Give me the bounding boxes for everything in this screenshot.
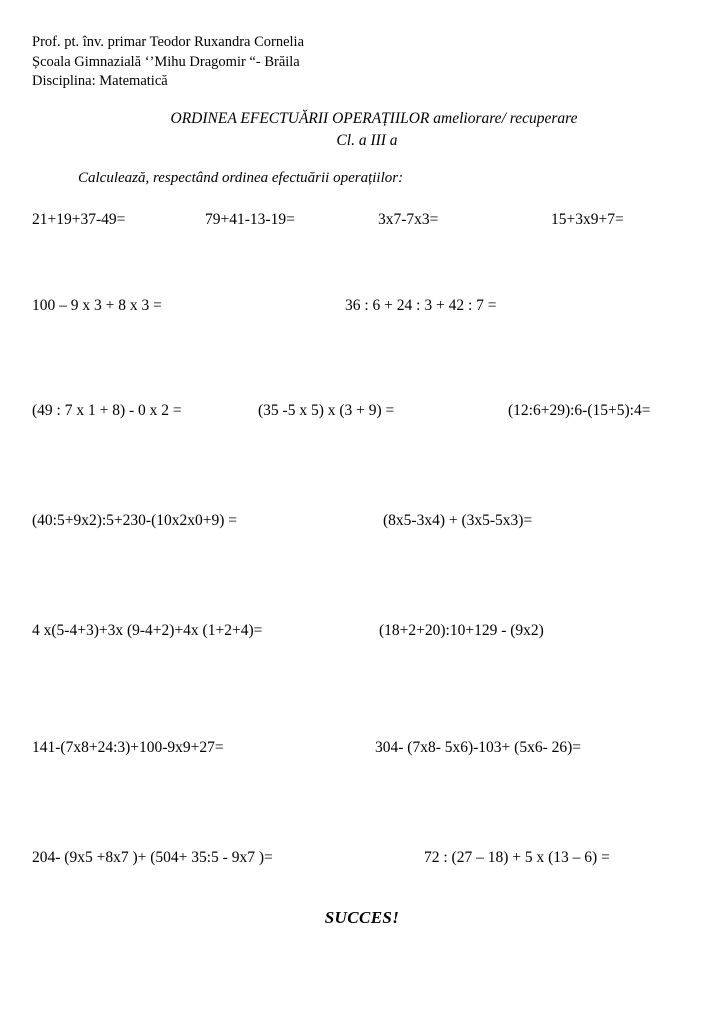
instruction-text: Calculează, respectând ordinea efectuării operațiilor: (78, 170, 404, 186)
exercise-item: (8x5-3x4) + (3x5-5x3)= (383, 512, 533, 529)
footer (0, 908, 724, 928)
exercise-row (0, 508, 724, 534)
exercise-item: 304- (7x8- 5x6)-103+ (5x6- 26)= (375, 739, 582, 756)
exercise-item: (49 : 7 x 1 + 8) - 0 x 2 = (32, 402, 182, 419)
page-title (0, 108, 724, 152)
exercise-item: 72 : (27 – 18) + 5 x (13 – 6) = (424, 849, 610, 866)
exercise-row (0, 618, 724, 644)
exercise-item: 79+41-13-19= (205, 211, 295, 228)
exercise-item: 141-(7x8+24:3)+100-9x9+27= (32, 739, 224, 756)
exercise-item: 4 x(5-4+3)+3x (9-4+2)+4x (1+2+4)= (32, 622, 263, 639)
footer-text: SUCCES! (324, 908, 400, 927)
school-name-line: Școala Gimnazială ‘’Mihu Dragomir “- Brăila (32, 53, 300, 70)
exercise-row (0, 398, 724, 424)
exercise-item: 15+3x9+7= (551, 211, 624, 228)
exercise-item: (35 -5 x 5) x (3 + 9) = (258, 402, 395, 419)
exercise-item: 36 : 6 + 24 : 3 + 42 : 7 = (345, 297, 497, 314)
teacher-name-line: Prof. pt. înv. primar Teodor Ruxandra Cornelia (32, 34, 305, 50)
exercise-row (0, 293, 724, 319)
author-header (32, 33, 304, 92)
exercise-item: 204- (9x5 +8x7 )+ (504+ 35:5 - 9x7 )= (32, 849, 273, 866)
exercise-item: (40:5+9x2):5+230-(10x2x0+9) = (32, 512, 238, 529)
subject-line: Disciplina: Matematică (32, 73, 168, 89)
title-primary: ORDINEA EFECTUĂRII OPERAȚIILOR ameliorare/ recuperare (170, 110, 578, 127)
exercise-row (0, 735, 724, 761)
exercise-row (0, 207, 724, 233)
exercise-row (0, 845, 724, 871)
exercise-item: (12:6+29):6-(15+5):4= (508, 402, 651, 419)
exercise-item: 3x7-7x3= (378, 211, 439, 228)
exercise-item: 21+19+37-49= (32, 211, 126, 228)
exercise-item: 100 – 9 x 3 + 8 x 3 = (32, 297, 162, 314)
title-grade: Cl. a III a (336, 132, 398, 149)
exercise-item: (18+2+20):10+129 - (9x2) (379, 622, 544, 639)
